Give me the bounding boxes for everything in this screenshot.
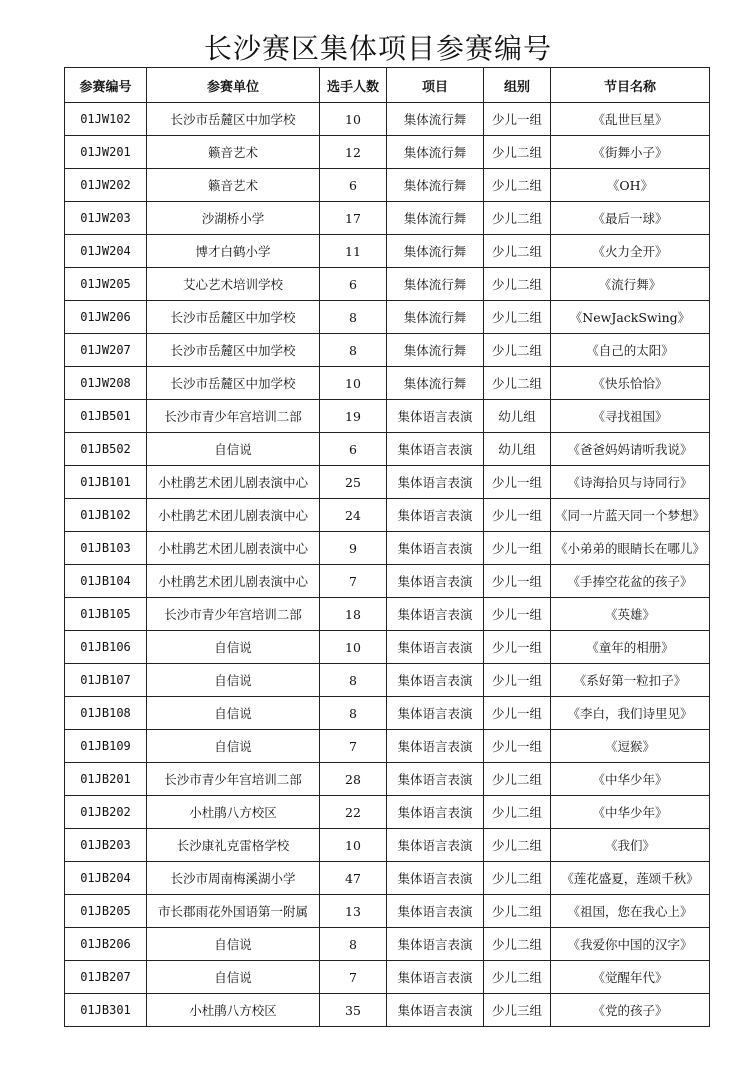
cell-program-title: 《乱世巨星》 [551,103,710,136]
cell-program-title: 《街舞小子》 [551,136,710,169]
cell-program-title: 《OH》 [551,169,710,202]
cell-age-group: 少儿一组 [484,631,551,664]
cell-entry-number: 01JB107 [65,664,147,697]
cell-participant-count: 10 [320,367,387,400]
cell-event-type: 集体语言表演 [387,433,484,466]
cell-entry-number: 01JB207 [65,961,147,994]
cell-participant-count: 28 [320,763,387,796]
cell-program-title: 《诗海拾贝与诗同行》 [551,466,710,499]
cell-program-title: 《李白，我们诗里见》 [551,697,710,730]
cell-unit-name: 小杜鹃艺术团儿剧表演中心 [147,499,320,532]
table-row [65,532,710,565]
cell-age-group: 少儿二组 [484,136,551,169]
cell-program-title: 《祖国，您在我心上》 [551,895,710,928]
cell-event-type: 集体语言表演 [387,928,484,961]
cell-event-type: 集体流行舞 [387,367,484,400]
cell-participant-count: 17 [320,202,387,235]
column-header-age-group: 组别 [484,68,551,103]
cell-age-group: 少儿一组 [484,532,551,565]
cell-participant-count: 8 [320,664,387,697]
cell-event-type: 集体流行舞 [387,136,484,169]
cell-entry-number: 01JB102 [65,499,147,532]
cell-participant-count: 18 [320,598,387,631]
table-row [65,895,710,928]
cell-age-group: 少儿二组 [484,895,551,928]
cell-participant-count: 35 [320,994,387,1027]
table-row [65,730,710,763]
table-row [65,829,710,862]
column-header-event-type: 项目 [387,68,484,103]
cell-participant-count: 9 [320,532,387,565]
cell-event-type: 集体语言表演 [387,631,484,664]
cell-unit-name: 自信说 [147,928,320,961]
cell-participant-count: 6 [320,169,387,202]
cell-age-group: 少儿二组 [484,235,551,268]
cell-participant-count: 24 [320,499,387,532]
cell-age-group: 少儿二组 [484,763,551,796]
cell-participant-count: 11 [320,235,387,268]
table-row [65,763,710,796]
cell-participant-count: 10 [320,103,387,136]
cell-unit-name: 自信说 [147,433,320,466]
cell-event-type: 集体语言表演 [387,400,484,433]
cell-participant-count: 12 [320,136,387,169]
cell-age-group: 幼儿组 [484,400,551,433]
cell-event-type: 集体语言表演 [387,895,484,928]
table-row [65,928,710,961]
cell-entry-number: 01JB206 [65,928,147,961]
cell-age-group: 少儿二组 [484,268,551,301]
cell-program-title: 《我爱你中国的汉字》 [551,928,710,961]
cell-unit-name: 长沙康礼克雷格学校 [147,829,320,862]
cell-unit-name: 长沙市岳麓区中加学校 [147,103,320,136]
cell-event-type: 集体语言表演 [387,796,484,829]
cell-age-group: 少儿一组 [484,598,551,631]
cell-unit-name: 自信说 [147,631,320,664]
cell-program-title: 《火力全开》 [551,235,710,268]
cell-program-title: 《中华少年》 [551,763,710,796]
cell-participant-count: 8 [320,928,387,961]
table-header [65,68,710,103]
table-row [65,499,710,532]
cell-unit-name: 长沙市岳麓区中加学校 [147,334,320,367]
cell-age-group: 少儿一组 [484,565,551,598]
cell-entry-number: 01JB108 [65,697,147,730]
table-row [65,466,710,499]
column-header-participant-count: 选手人数 [320,68,387,103]
table-row [65,598,710,631]
column-header-program-title: 节目名称 [551,68,710,103]
cell-event-type: 集体流行舞 [387,169,484,202]
cell-unit-name: 自信说 [147,697,320,730]
cell-entry-number: 01JW207 [65,334,147,367]
cell-program-title: 《我们》 [551,829,710,862]
cell-unit-name: 长沙市青少年宫培训二部 [147,598,320,631]
cell-event-type: 集体语言表演 [387,532,484,565]
cell-age-group: 少儿一组 [484,697,551,730]
cell-age-group: 少儿一组 [484,466,551,499]
cell-program-title: 《小弟弟的眼睛长在哪儿》 [551,532,710,565]
cell-participant-count: 8 [320,301,387,334]
cell-age-group: 少儿二组 [484,367,551,400]
cell-entry-number: 01JW206 [65,301,147,334]
cell-program-title: 《中华少年》 [551,796,710,829]
table-row [65,565,710,598]
cell-entry-number: 01JB104 [65,565,147,598]
cell-unit-name: 自信说 [147,664,320,697]
cell-entry-number: 01JB301 [65,994,147,1027]
cell-unit-name: 小杜鹃八方校区 [147,994,320,1027]
cell-program-title: 《自己的太阳》 [551,334,710,367]
table-row [65,400,710,433]
cell-participant-count: 10 [320,631,387,664]
header-row [65,68,710,103]
cell-unit-name: 沙湖桥小学 [147,202,320,235]
cell-event-type: 集体语言表演 [387,994,484,1027]
cell-program-title: 《NewJackSwing》 [551,301,710,334]
cell-age-group: 少儿二组 [484,169,551,202]
cell-program-title: 《快乐恰恰》 [551,367,710,400]
cell-event-type: 集体语言表演 [387,565,484,598]
table-row [65,862,710,895]
cell-age-group: 少儿一组 [484,730,551,763]
cell-unit-name: 长沙市周南梅溪湖小学 [147,862,320,895]
cell-unit-name: 艾心艺术培训学校 [147,268,320,301]
cell-entry-number: 01JW201 [65,136,147,169]
cell-participant-count: 22 [320,796,387,829]
cell-entry-number: 01JW205 [65,268,147,301]
cell-entry-number: 01JB105 [65,598,147,631]
cell-participant-count: 7 [320,730,387,763]
cell-unit-name: 小杜鹃艺术团儿剧表演中心 [147,466,320,499]
column-header-entry-number: 参赛编号 [65,68,147,103]
cell-age-group: 少儿三组 [484,994,551,1027]
table-row [65,796,710,829]
cell-unit-name: 长沙市岳麓区中加学校 [147,301,320,334]
cell-unit-name: 博才白鹤小学 [147,235,320,268]
cell-event-type: 集体流行舞 [387,202,484,235]
cell-program-title: 《觉醒年代》 [551,961,710,994]
cell-entry-number: 01JB109 [65,730,147,763]
cell-entry-number: 01JW208 [65,367,147,400]
cell-program-title: 《流行舞》 [551,268,710,301]
table-row [65,664,710,697]
cell-age-group: 少儿二组 [484,202,551,235]
cell-entry-number: 01JB205 [65,895,147,928]
cell-entry-number: 01JB204 [65,862,147,895]
cell-unit-name: 籁音艺术 [147,169,320,202]
cell-age-group: 少儿二组 [484,301,551,334]
cell-participant-count: 19 [320,400,387,433]
cell-program-title: 《党的孩子》 [551,994,710,1027]
cell-event-type: 集体流行舞 [387,235,484,268]
cell-program-title: 《童年的相册》 [551,631,710,664]
cell-participant-count: 47 [320,862,387,895]
cell-participant-count: 7 [320,961,387,994]
table-row [65,268,710,301]
cell-unit-name: 长沙市青少年宫培训二部 [147,400,320,433]
cell-age-group: 少儿一组 [484,103,551,136]
cell-age-group: 少儿一组 [484,664,551,697]
cell-entry-number: 01JB201 [65,763,147,796]
cell-event-type: 集体语言表演 [387,961,484,994]
cell-unit-name: 籁音艺术 [147,136,320,169]
cell-unit-name: 小杜鹃艺术团儿剧表演中心 [147,532,320,565]
table-row [65,433,710,466]
table-row [65,367,710,400]
cell-entry-number: 01JB501 [65,400,147,433]
cell-entry-number: 01JW203 [65,202,147,235]
cell-program-title: 《逗猴》 [551,730,710,763]
table-row [65,136,710,169]
cell-unit-name: 自信说 [147,961,320,994]
column-header-unit-name: 参赛单位 [147,68,320,103]
cell-event-type: 集体流行舞 [387,268,484,301]
table-row [65,631,710,664]
cell-event-type: 集体流行舞 [387,334,484,367]
cell-age-group: 少儿二组 [484,862,551,895]
cell-event-type: 集体语言表演 [387,466,484,499]
cell-program-title: 《英雄》 [551,598,710,631]
cell-participant-count: 6 [320,268,387,301]
table-row [65,334,710,367]
cell-program-title: 《系好第一粒扣子》 [551,664,710,697]
cell-unit-name: 自信说 [147,730,320,763]
cell-program-title: 《寻找祖国》 [551,400,710,433]
cell-event-type: 集体语言表演 [387,763,484,796]
cell-participant-count: 13 [320,895,387,928]
cell-unit-name: 小杜鹃艺术团儿剧表演中心 [147,565,320,598]
cell-age-group: 少儿二组 [484,928,551,961]
cell-age-group: 少儿二组 [484,334,551,367]
cell-entry-number: 01JB101 [65,466,147,499]
cell-entry-number: 01JB502 [65,433,147,466]
cell-entry-number: 01JB103 [65,532,147,565]
table-row [65,994,710,1027]
cell-age-group: 少儿二组 [484,961,551,994]
cell-entry-number: 01JW202 [65,169,147,202]
cell-event-type: 集体语言表演 [387,862,484,895]
cell-event-type: 集体语言表演 [387,499,484,532]
table-row [65,103,710,136]
cell-participant-count: 10 [320,829,387,862]
cell-entry-number: 01JB106 [65,631,147,664]
cell-event-type: 集体语言表演 [387,829,484,862]
entry-table [64,67,710,1027]
cell-event-type: 集体流行舞 [387,103,484,136]
cell-event-type: 集体流行舞 [387,301,484,334]
table-body [65,103,710,1027]
cell-program-title: 《莲花盛夏，莲颂千秋》 [551,862,710,895]
table-row [65,301,710,334]
cell-unit-name: 长沙市青少年宫培训二部 [147,763,320,796]
cell-participant-count: 8 [320,334,387,367]
cell-entry-number: 01JB203 [65,829,147,862]
cell-participant-count: 25 [320,466,387,499]
cell-event-type: 集体语言表演 [387,598,484,631]
page-title: 长沙赛区集体项目参赛编号 [203,32,552,65]
cell-participant-count: 6 [320,433,387,466]
cell-age-group: 少儿二组 [484,829,551,862]
table-row [65,961,710,994]
cell-entry-number: 01JB202 [65,796,147,829]
cell-program-title: 《同一片蓝天同一个梦想》 [551,499,710,532]
cell-age-group: 幼儿组 [484,433,551,466]
cell-program-title: 《手捧空花盆的孩子》 [551,565,710,598]
cell-unit-name: 小杜鹃八方校区 [147,796,320,829]
cell-age-group: 少儿二组 [484,796,551,829]
cell-age-group: 少儿一组 [484,499,551,532]
cell-unit-name: 市长郡雨花外国语第一附属 [147,895,320,928]
table-row [65,697,710,730]
cell-entry-number: 01JW204 [65,235,147,268]
table-row [65,169,710,202]
cell-event-type: 集体语言表演 [387,697,484,730]
cell-program-title: 《爸爸妈妈请听我说》 [551,433,710,466]
cell-entry-number: 01JW102 [65,103,147,136]
cell-unit-name: 长沙市岳麓区中加学校 [147,367,320,400]
cell-program-title: 《最后一球》 [551,202,710,235]
cell-participant-count: 7 [320,565,387,598]
cell-event-type: 集体语言表演 [387,664,484,697]
cell-participant-count: 8 [320,697,387,730]
cell-event-type: 集体语言表演 [387,730,484,763]
table-row [65,235,710,268]
table-row [65,202,710,235]
